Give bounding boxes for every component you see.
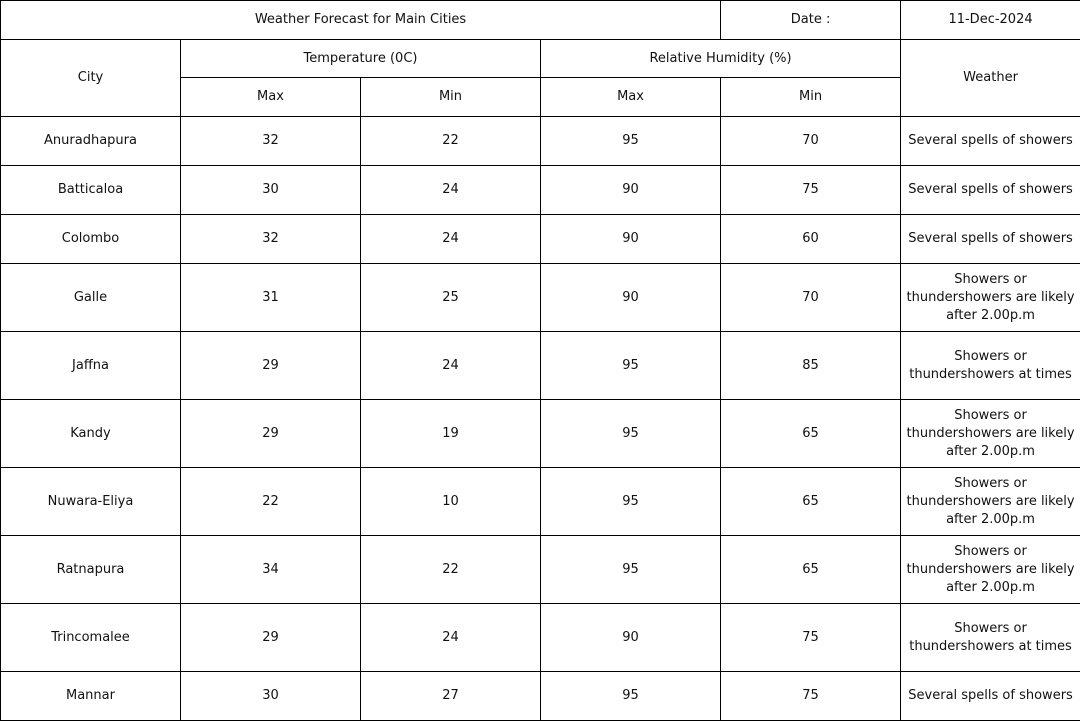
weather-line: Showers or bbox=[903, 620, 1078, 638]
weather-line: thundershowers at times bbox=[903, 638, 1078, 656]
humidity-max-cell: 90 bbox=[541, 604, 721, 672]
city-cell: Kandy bbox=[1, 400, 181, 468]
weather-line: Showers or bbox=[903, 407, 1078, 425]
temperature-header: Temperature (0C) bbox=[181, 40, 541, 78]
weather-cell bbox=[901, 468, 1080, 536]
weather-line: after 2.00p.m bbox=[903, 443, 1078, 461]
weather-line: thundershowers are likely bbox=[903, 493, 1078, 511]
temp-min-cell: 24 bbox=[361, 166, 541, 215]
title-row bbox=[1, 1, 1080, 40]
weather-cell bbox=[901, 117, 1080, 166]
humidity-min-cell: 65 bbox=[721, 468, 901, 536]
weather-cell bbox=[901, 536, 1080, 604]
temp-min-cell: 19 bbox=[361, 400, 541, 468]
temp-max-cell: 34 bbox=[181, 536, 361, 604]
table-row bbox=[1, 672, 1080, 721]
weather-line: Several spells of showers bbox=[903, 687, 1078, 705]
city-cell: Nuwara-Eliya bbox=[1, 468, 181, 536]
city-cell: Batticaloa bbox=[1, 166, 181, 215]
temp-max-cell: 31 bbox=[181, 264, 361, 332]
temp-max-header: Max bbox=[181, 78, 361, 117]
weather-line: thundershowers are likely bbox=[903, 561, 1078, 579]
humidity-min-cell: 75 bbox=[721, 604, 901, 672]
humidity-min-cell: 75 bbox=[721, 672, 901, 721]
temp-max-cell: 32 bbox=[181, 215, 361, 264]
temp-min-cell: 25 bbox=[361, 264, 541, 332]
city-cell: Anuradhapura bbox=[1, 117, 181, 166]
weather-line: Several spells of showers bbox=[903, 230, 1078, 248]
temp-max-cell: 30 bbox=[181, 166, 361, 215]
table-row bbox=[1, 468, 1080, 536]
humidity-min-cell: 70 bbox=[721, 117, 901, 166]
weather-line: Several spells of showers bbox=[903, 181, 1078, 199]
temp-max-cell: 29 bbox=[181, 400, 361, 468]
table-row bbox=[1, 332, 1080, 400]
temp-min-cell: 24 bbox=[361, 215, 541, 264]
humidity-max-cell: 90 bbox=[541, 166, 721, 215]
table-title: Weather Forecast for Main Cities bbox=[1, 1, 721, 40]
humidity-min-cell: 70 bbox=[721, 264, 901, 332]
weather-line: after 2.00p.m bbox=[903, 307, 1078, 325]
weather-line: Showers or bbox=[903, 475, 1078, 493]
weather-line: after 2.00p.m bbox=[903, 511, 1078, 529]
table-row bbox=[1, 400, 1080, 468]
city-cell: Galle bbox=[1, 264, 181, 332]
weather-cell bbox=[901, 604, 1080, 672]
humidity-max-cell: 90 bbox=[541, 264, 721, 332]
date-label: Date : bbox=[721, 1, 901, 40]
weather-line: Showers or bbox=[903, 348, 1078, 366]
city-cell: Ratnapura bbox=[1, 536, 181, 604]
temp-max-cell: 29 bbox=[181, 332, 361, 400]
humidity-max-cell: 95 bbox=[541, 536, 721, 604]
table-row bbox=[1, 604, 1080, 672]
weather-line: Showers or bbox=[903, 543, 1078, 561]
city-cell: Mannar bbox=[1, 672, 181, 721]
weather-line: thundershowers are likely bbox=[903, 289, 1078, 307]
humidity-min-cell: 60 bbox=[721, 215, 901, 264]
weather-line: thundershowers at times bbox=[903, 366, 1078, 384]
temp-min-header: Min bbox=[361, 78, 541, 117]
temp-min-cell: 10 bbox=[361, 468, 541, 536]
weather-header: Weather bbox=[901, 40, 1080, 117]
weather-line: Several spells of showers bbox=[903, 132, 1078, 150]
weather-line: after 2.00p.m bbox=[903, 579, 1078, 597]
humidity-max-cell: 95 bbox=[541, 332, 721, 400]
weather-cell bbox=[901, 166, 1080, 215]
table-row bbox=[1, 215, 1080, 264]
humidity-max-cell: 95 bbox=[541, 672, 721, 721]
forecast-body bbox=[1, 117, 1080, 721]
table-row bbox=[1, 117, 1080, 166]
humidity-min-cell: 75 bbox=[721, 166, 901, 215]
weather-line: thundershowers are likely bbox=[903, 425, 1078, 443]
temp-min-cell: 24 bbox=[361, 332, 541, 400]
city-cell: Jaffna bbox=[1, 332, 181, 400]
table-row bbox=[1, 264, 1080, 332]
humidity-min-cell: 65 bbox=[721, 536, 901, 604]
weather-cell bbox=[901, 332, 1080, 400]
city-cell: Trincomalee bbox=[1, 604, 181, 672]
weather-cell bbox=[901, 215, 1080, 264]
weather-line: Showers or bbox=[903, 271, 1078, 289]
humidity-max-header: Max bbox=[541, 78, 721, 117]
group-header-row bbox=[1, 40, 1080, 78]
temp-max-cell: 32 bbox=[181, 117, 361, 166]
humidity-min-header: Min bbox=[721, 78, 901, 117]
city-cell: Colombo bbox=[1, 215, 181, 264]
humidity-min-cell: 85 bbox=[721, 332, 901, 400]
table-row bbox=[1, 166, 1080, 215]
temp-min-cell: 22 bbox=[361, 117, 541, 166]
city-header: City bbox=[1, 40, 181, 117]
date-value: 11-Dec-2024 bbox=[901, 1, 1080, 40]
humidity-min-cell: 65 bbox=[721, 400, 901, 468]
weather-cell bbox=[901, 264, 1080, 332]
humidity-header: Relative Humidity (%) bbox=[541, 40, 901, 78]
temp-min-cell: 27 bbox=[361, 672, 541, 721]
temp-max-cell: 22 bbox=[181, 468, 361, 536]
temp-max-cell: 29 bbox=[181, 604, 361, 672]
temp-min-cell: 22 bbox=[361, 536, 541, 604]
weather-cell bbox=[901, 672, 1080, 721]
humidity-max-cell: 95 bbox=[541, 117, 721, 166]
humidity-max-cell: 90 bbox=[541, 215, 721, 264]
weather-cell bbox=[901, 400, 1080, 468]
humidity-max-cell: 95 bbox=[541, 400, 721, 468]
humidity-max-cell: 95 bbox=[541, 468, 721, 536]
temp-max-cell: 30 bbox=[181, 672, 361, 721]
temp-min-cell: 24 bbox=[361, 604, 541, 672]
table-row bbox=[1, 536, 1080, 604]
